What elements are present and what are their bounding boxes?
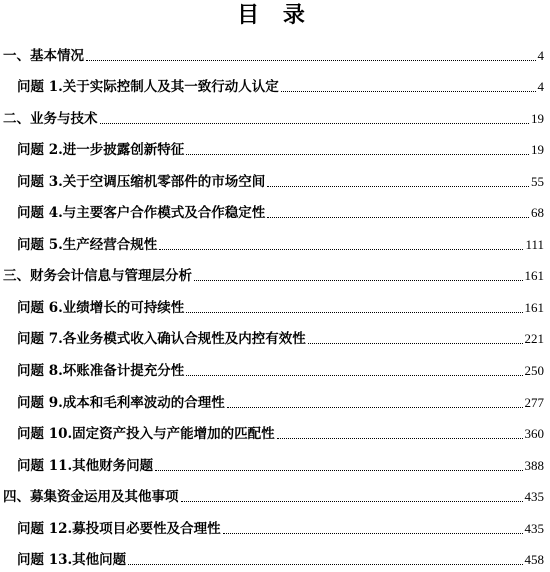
toc-entry-text: 问题 3.关于空调压缩机零部件的市场空间 — [17, 173, 266, 190]
toc-entry-question-6[interactable] — [0, 288, 544, 320]
toc-entry-text: 二、业务与技术 — [3, 110, 98, 127]
toc-page-number: 435 — [524, 489, 544, 505]
dot-leader — [186, 154, 529, 155]
toc-entry-text: 问题 12.募投项目必要性及合理性 — [17, 520, 221, 537]
dot-leader — [308, 343, 523, 344]
toc-entry-text: 问题 4.与主要客户合作模式及合作稳定性 — [17, 205, 266, 222]
dot-leader — [194, 280, 523, 281]
toc-entry-question-2[interactable] — [0, 131, 544, 163]
dot-leader — [159, 249, 523, 250]
toc-page-number: 388 — [524, 457, 544, 473]
toc-entry-text: 问题 13.其他问题 — [17, 552, 127, 569]
dot-leader — [281, 91, 536, 92]
toc-page-number: 161 — [524, 299, 544, 315]
toc-page-number: 360 — [524, 426, 544, 442]
toc-entry-text: 一、基本情况 — [3, 47, 84, 64]
toc-page-number: 111 — [525, 236, 544, 252]
toc-entry-question-11[interactable] — [0, 446, 544, 478]
toc-entry-text: 问题 2.进一步披露创新特征 — [17, 142, 185, 159]
toc-title: 目 录 — [237, 2, 313, 28]
toc-page-number: 458 — [524, 552, 544, 568]
toc-entry-text: 问题 7.各业务模式收入确认合规性及内控有效性 — [17, 331, 306, 348]
toc-page-number: 4 — [537, 79, 544, 95]
dot-leader — [186, 312, 522, 313]
toc-entry-question-13[interactable] — [0, 541, 544, 572]
toc-entry-text: 问题 10.固定资产投入与产能增加的匹配性 — [17, 426, 275, 443]
toc-entry-text: 问题 5.生产经营合规性 — [17, 236, 158, 253]
toc-entry-text: 问题 6.业绩增长的可持续性 — [17, 299, 185, 316]
toc-entry-text: 问题 8.坏账准备计提充分性 — [17, 363, 185, 380]
toc-entry-section-1[interactable] — [0, 36, 544, 68]
dot-leader — [223, 533, 523, 534]
toc-page-number: 68 — [531, 205, 544, 221]
toc-entry-question-12[interactable] — [0, 509, 544, 541]
toc-entry-section-4[interactable] — [0, 478, 544, 510]
toc-entry-section-2[interactable] — [0, 99, 544, 131]
dot-leader — [267, 217, 529, 218]
dot-leader — [155, 470, 522, 471]
toc-entry-question-7[interactable] — [0, 320, 544, 352]
dot-leader — [227, 407, 523, 408]
toc-entry-question-4[interactable] — [0, 194, 544, 226]
toc-page-number: 277 — [524, 394, 544, 410]
dot-leader — [100, 123, 530, 124]
dot-leader — [86, 60, 536, 61]
toc-page-number: 19 — [531, 110, 544, 126]
toc-page-number: 250 — [524, 363, 544, 379]
table-of-contents — [0, 36, 544, 572]
toc-entry-question-8[interactable] — [0, 351, 544, 383]
dot-leader — [277, 438, 523, 439]
toc-page-number: 161 — [524, 268, 544, 284]
dot-leader — [181, 501, 523, 502]
dot-leader — [128, 564, 522, 565]
dot-leader — [186, 375, 522, 376]
toc-page-number: 55 — [531, 173, 544, 189]
toc-page-number: 221 — [524, 331, 544, 347]
toc-page-number: 4 — [537, 47, 544, 63]
toc-entry-text: 四、募集资金运用及其他事项 — [3, 489, 179, 506]
toc-entry-question-9[interactable] — [0, 383, 544, 415]
toc-entry-question-5[interactable] — [0, 225, 544, 257]
toc-entry-text: 问题 9.成本和毛利率波动的合理性 — [17, 394, 225, 411]
toc-entry-section-3[interactable] — [0, 257, 544, 289]
toc-page-number: 19 — [531, 142, 544, 158]
toc-entry-text: 三、财务会计信息与管理层分析 — [3, 268, 192, 285]
toc-entry-question-3[interactable] — [0, 162, 544, 194]
toc-entry-question-10[interactable] — [0, 415, 544, 447]
dot-leader — [267, 186, 529, 187]
toc-page-number: 435 — [524, 520, 544, 536]
toc-entry-text: 问题 1.关于实际控制人及其一致行动人认定 — [17, 79, 279, 96]
toc-entry-question-1[interactable] — [0, 68, 544, 100]
toc-entry-text: 问题 11.其他财务问题 — [17, 457, 154, 474]
